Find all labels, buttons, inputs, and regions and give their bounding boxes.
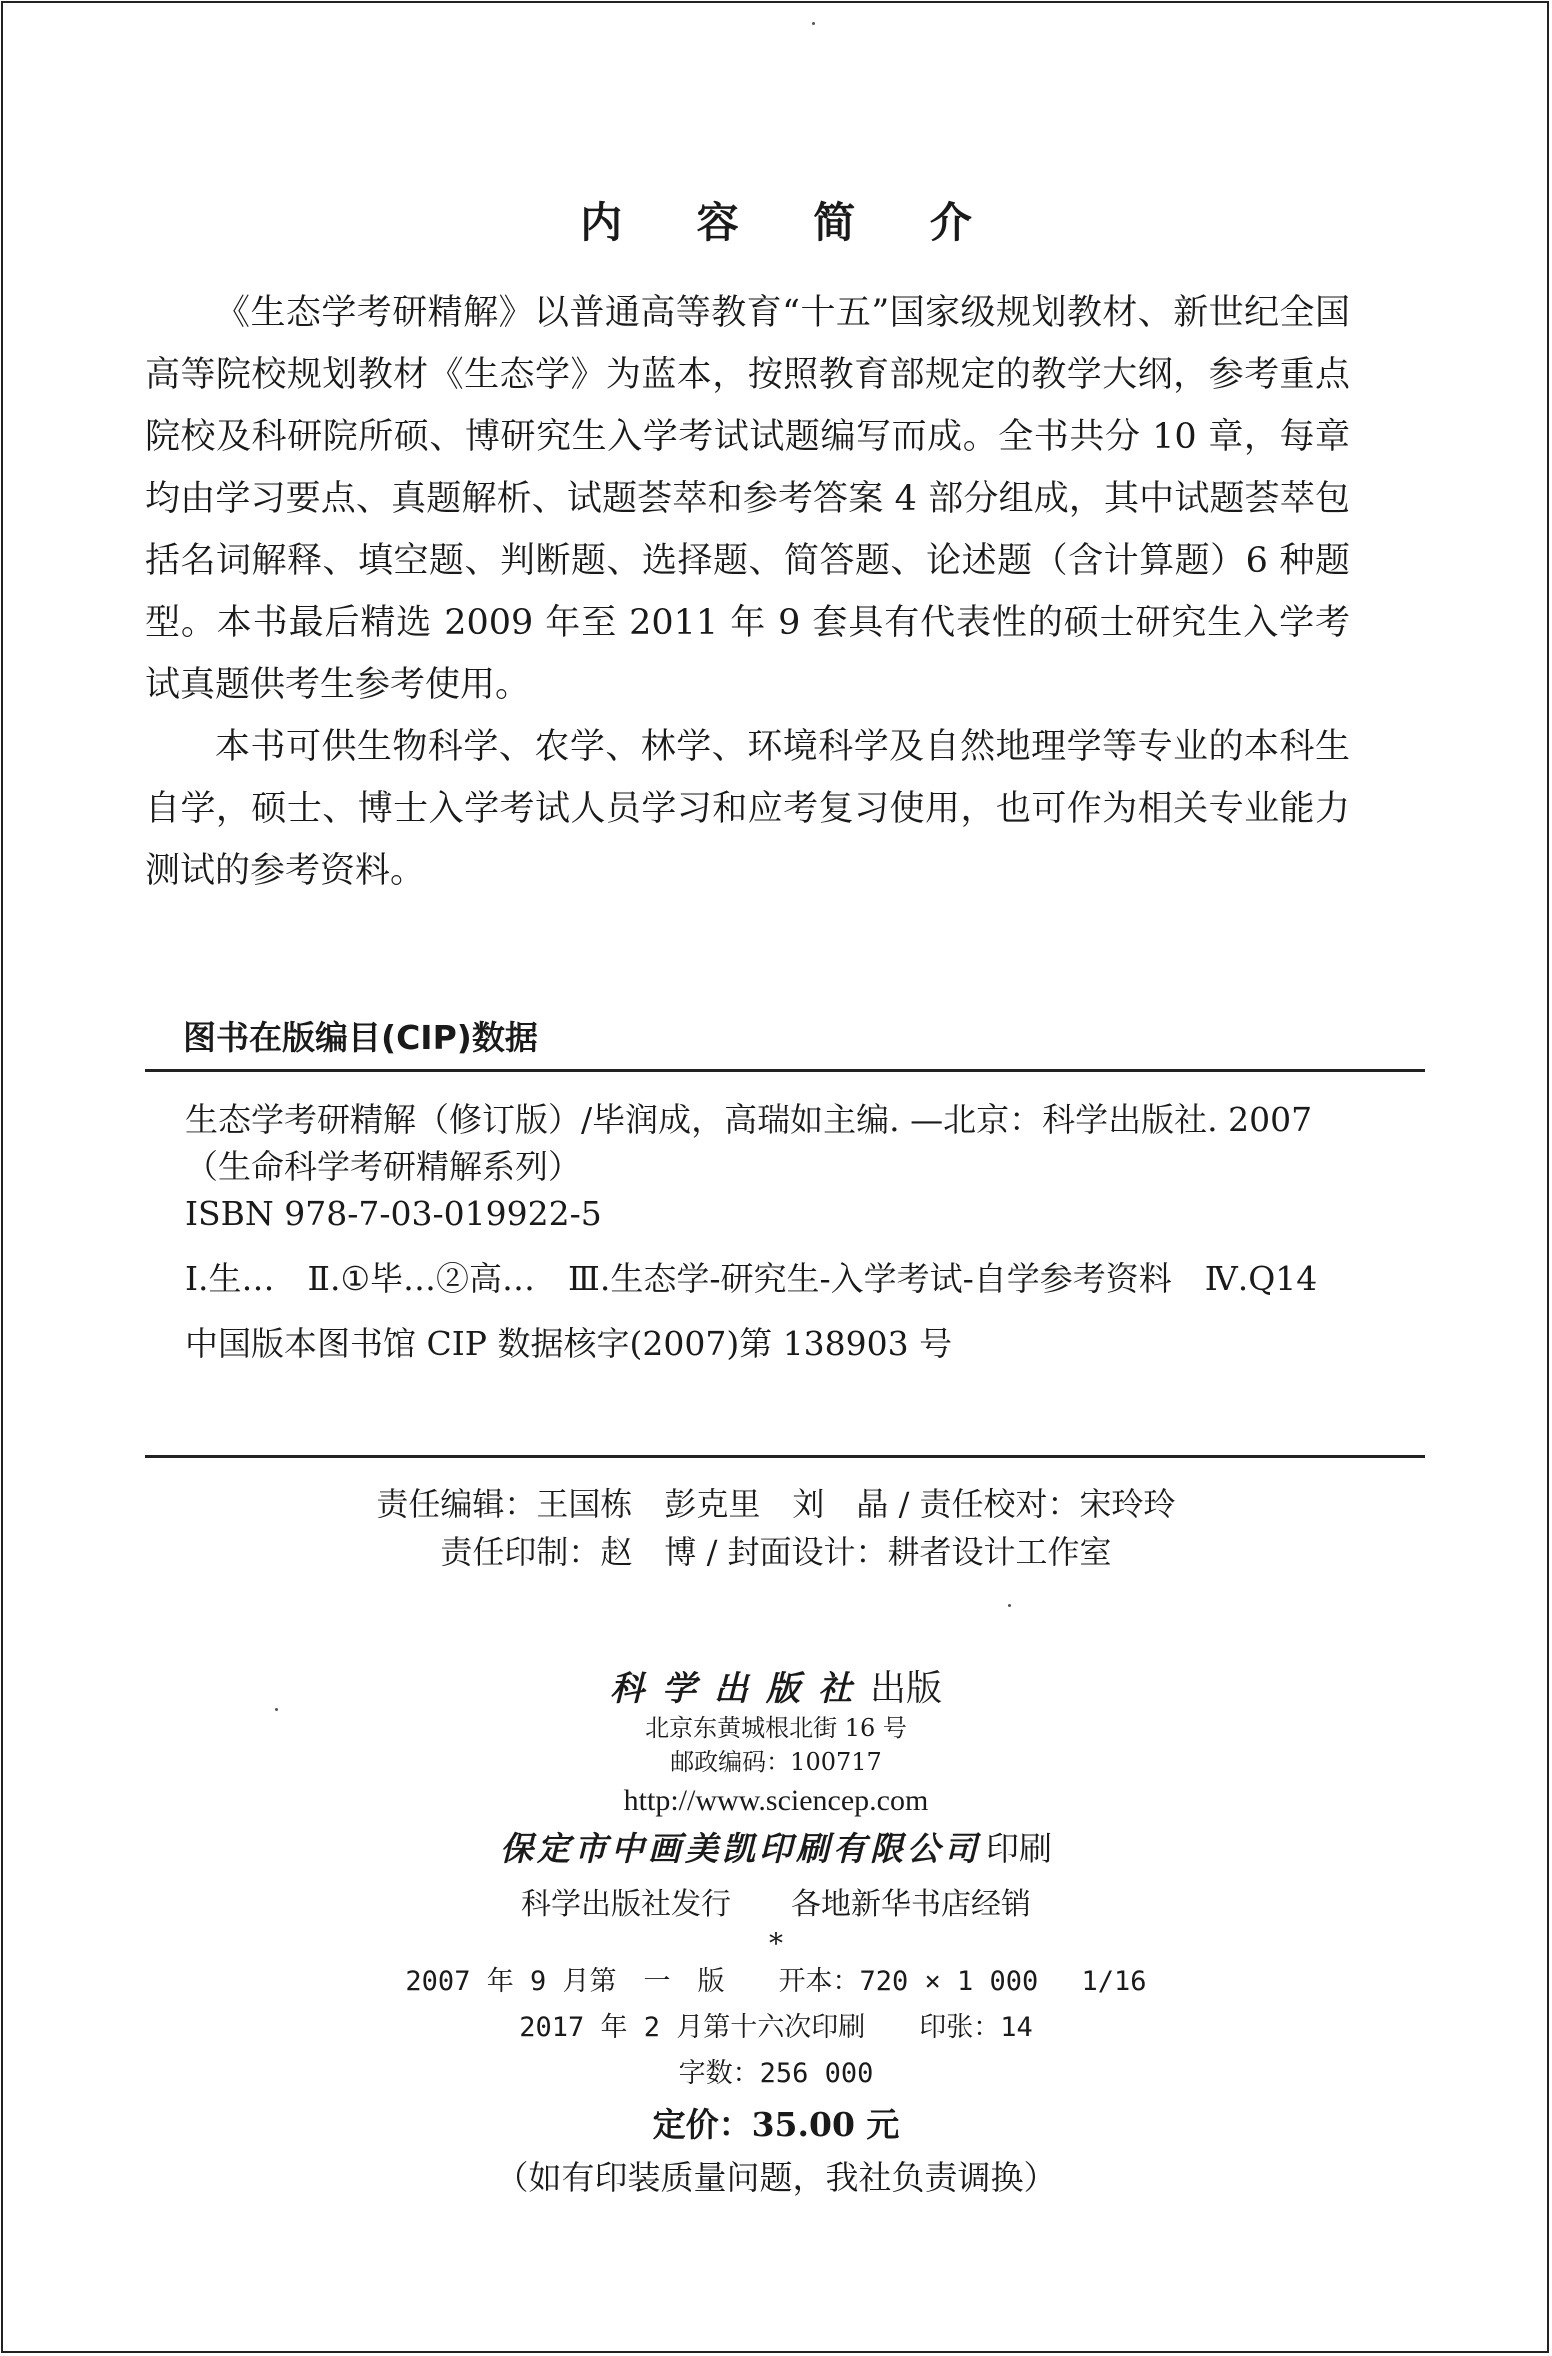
page-title: 内 容 简 介	[580, 198, 1002, 247]
printer-name: 保定市中画美凯印刷有限公司	[499, 1829, 981, 1868]
publisher-address: 北京东黄城根北街 16 号	[645, 1714, 907, 1742]
summary-paragraph-2: 本书可供生物科学、农学、林学、环境科学及自然地理学等专业的本科生自学，硕士、博士入学考试人员学习和应考复习使用，也可作为相关专业能力测试的参考资料。	[145, 727, 1350, 891]
quality-note: （如有印装质量问题，我社负责调换）	[495, 2158, 1057, 2197]
staff-production: 责任印制：赵 博 / 封面设计：耕者设计工作室	[440, 1533, 1112, 1571]
summary-paragraph-1: 《生态学考研精解》以普通高等教育“十五”国家级规划教材、新世纪全国高等院校规划教材《生态学》为蓝本，按照教育部规定的教学大纲，参考重点院校及科研院所硕、博研究生入学考试试题编写而成。全书共分 10 章，每章均由学习要点、真题解析、试题荟萃和参考答案 4 部分组成，其中试题荟萃包括名词解释、填空题、判断题、选择题、简答题、论述题（含计算题）6 种题型。本书最后精选 2009 年至 2011 年 9 套具有代表性的硕士研究生入学考试真题供考生参考使用。	[145, 293, 1350, 705]
scan-speck	[1008, 1604, 1011, 1607]
publisher-url: http://www.sciencep.com	[623, 1784, 929, 1817]
cip-heading: 图书在版编目(CIP)数据	[183, 1018, 538, 1057]
cip-data	[145, 1096, 1405, 1367]
printer-suffix: 印刷	[986, 1829, 1053, 1868]
staff-editors: 责任编辑：王国栋 彭克里 刘 晶 / 责任校对：宋玲玲	[376, 1485, 1176, 1523]
cip-classification: Ⅰ.生… Ⅱ.①毕…②高… Ⅲ.生态学-研究生-入学考试-自学参考资料 Ⅳ.Q14	[185, 1259, 1318, 1298]
content-summary	[145, 282, 1350, 902]
cip-title-line: 生态学考研精解（修订版）/毕润成，高瑞如主编. —北京：科学出版社. 2007	[185, 1100, 1313, 1139]
scan-speck	[275, 1708, 278, 1711]
printing-line: 2017 年 2 月第十六次印刷 印张：14	[519, 2012, 1033, 2043]
publisher-postcode: 邮政编码：100717	[670, 1748, 882, 1776]
divider-top	[145, 1069, 1425, 1072]
separator-star: *	[769, 1927, 783, 1960]
publisher-suffix: 出版	[869, 1668, 942, 1709]
publisher-name: 科学出版社	[609, 1669, 870, 1709]
scan-speck	[812, 22, 815, 25]
price: 定价：35.00 元	[652, 2105, 900, 2144]
edition-line: 2007 年 9 月第 一 版 开本：720 × 1 000 1/16	[405, 1966, 1147, 1997]
imprint-block	[0, 1660, 1552, 2203]
publisher-line	[0, 1660, 1552, 1711]
distribution-line: 科学出版社发行 各地新华书店经销	[521, 1887, 1031, 1922]
staff-credits	[0, 1480, 1552, 1576]
cip-series-line: （生命科学考研精解系列）	[185, 1147, 581, 1186]
cip-approval: 中国版本图书馆 CIP 数据核字(2007)第 138903 号	[185, 1324, 953, 1363]
divider-bottom	[145, 1455, 1425, 1458]
printer-line	[0, 1823, 1552, 1881]
word-count: 字数：256 000	[678, 2058, 874, 2089]
cip-isbn: ISBN 978-7-03-019922-5	[185, 1194, 602, 1233]
